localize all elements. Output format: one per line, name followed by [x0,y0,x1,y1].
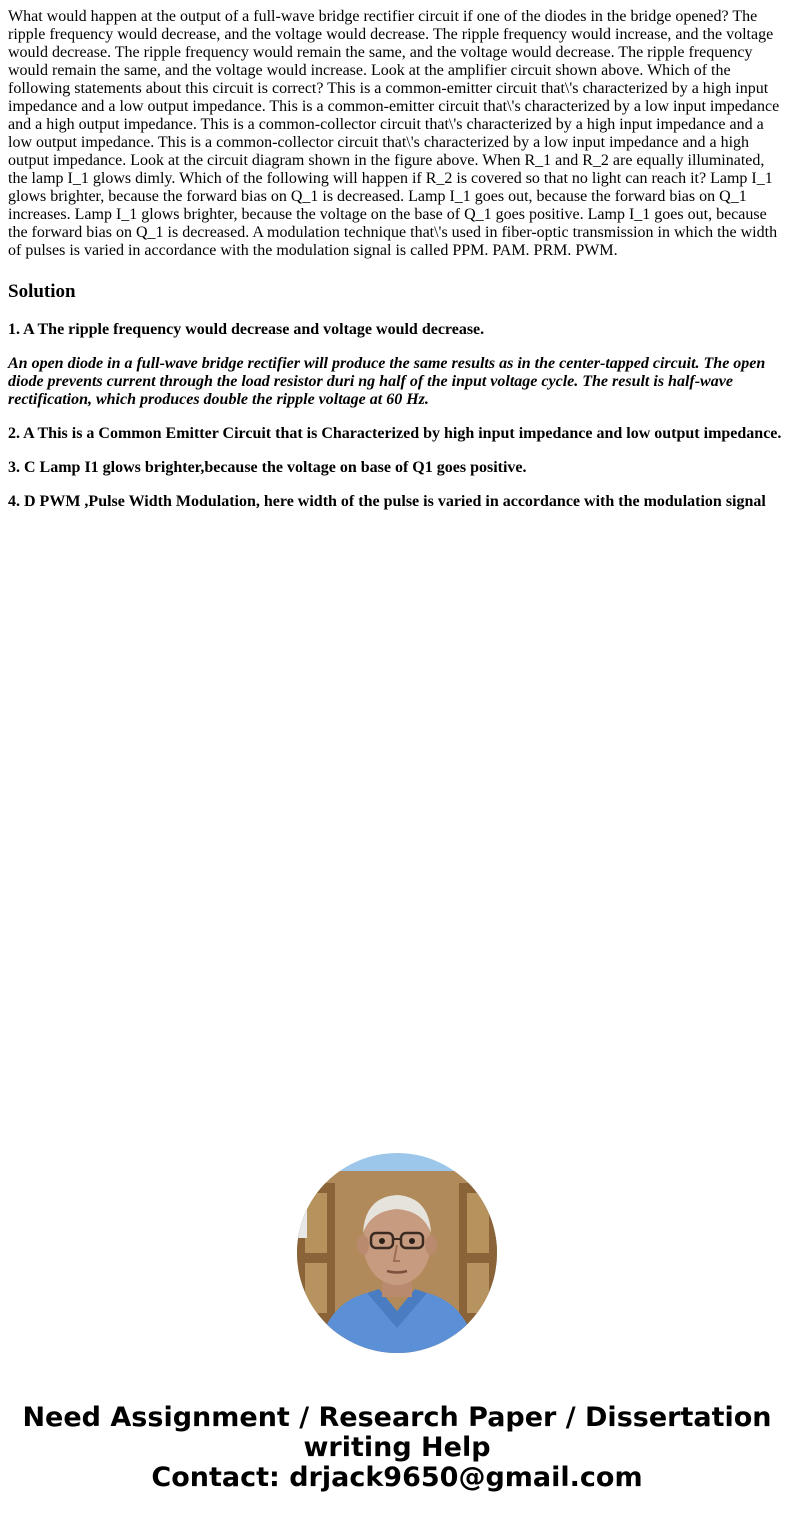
avatar-portrait-image [297,1153,497,1353]
promo-banner [0,1403,794,1493]
document-body [8,8,786,511]
answer-2: 2. A This is a Common Emitter Circuit that is Characterized by high input impedance and low output impedance. [8,425,782,442]
solution-heading: Solution [8,281,76,302]
banner-contact: Contact: drjack9650@gmail.com [151,1462,643,1493]
answer-1-explanation: An open diode in a full-wave bridge rectifier will produce the same results as in the center-tapped circuit. The open diode prevents current through the load resistor duri ng half of the input voltage cycle. The result is half-wave rectification, which produces double the ripple voltage at 60 Hz. [8,355,766,408]
banner-line-2: writing Help [303,1432,491,1463]
answer-1: 1. A The ripple frequency would decrease and voltage would decrease. [8,321,485,338]
banner-line-1: Need Assignment / Research Paper / Dissertation [22,1402,772,1433]
answer-4: 4. D PWM ,Pulse Width Modulation, here width of the pulse is varied in accordance with the modulation signal [8,493,766,510]
author-avatar [297,1153,497,1353]
answer-3: 3. C Lamp I1 glows brighter,because the voltage on base of Q1 goes positive. [8,459,527,476]
question-text: What would happen at the output of a full-wave bridge rectifier circuit if one of the diodes in the bridge opened? The ripple frequency would decrease, and the voltage would decrease. The ripple frequency would increase, and the voltage would decrease. The ripple frequency would remain the same, and the voltage would decrease. The ripple frequency would remain the same, and the voltage would increase. Look at the amplifier circuit shown above. Which of the following statements about this circuit is correct? This is a common-emitter circuit that\'s characterized by a high input impedance and a low output impedance. This is a common-emitter circuit that\'s characterized by a low input impedance and a high output impedance. This is a common-collector circuit that\'s characterized by a high input impedance and a low output impedance. This is a common-collector circuit that\'s characterized by a low input impedance and a high output impedance. Look at the circuit diagram shown in the figure above. When R_1 and R_2 are equally illuminated, the lamp I_1 glows dimly. Which of the following will happen if R_2 is covered so that no light can reach it? Lamp I_1 glows brighter, because the forward bias on Q_1 is decreased. Lamp I_1 goes out, because the forward bias on Q_1 increases. Lamp I_1 glows brighter, because the voltage on the base of Q_1 goes positive. Lamp I_1 goes out, because the forward bias on Q_1 is decreased. A modulation technique that\'s used in fiber-optic transmission in which the width of pulses is varied in accordance with the modulation signal is called PPM. PAM. PRM. PWM. [8,8,780,259]
